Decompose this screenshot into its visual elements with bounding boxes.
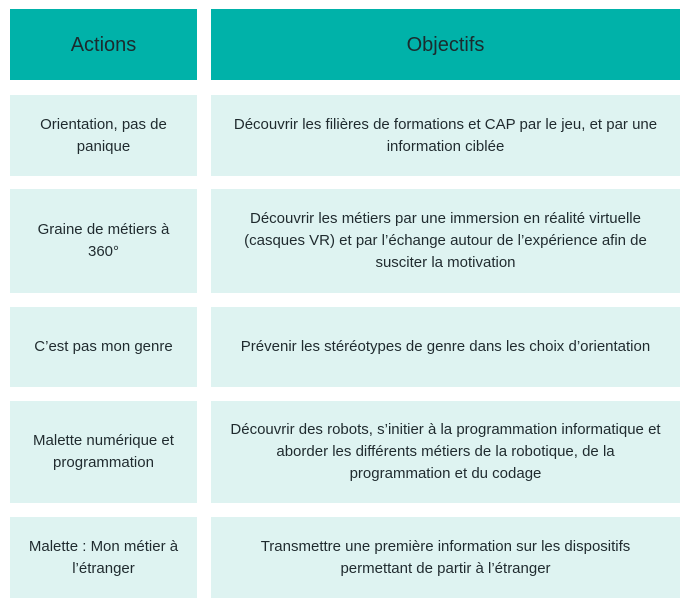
action-label: Orientation, pas de panique [40,115,167,155]
objectif-text: Découvrir des robots, s’initier à la programmation informatique et aborder les différents métiers de la robotique, de la programmation et du codage [230,421,661,482]
header-actions-label: Actions [70,33,137,56]
header-objectifs-label: Objectifs [406,33,485,56]
table-row-objectif [211,517,680,598]
table-row-objectif [211,307,680,387]
action-label: Malette numérique et programmation [33,432,174,471]
table-row-action [10,307,197,387]
objectif-text: Prévenir les stéréotypes de genre dans les choix d’orientation [240,338,651,355]
header-actions [10,9,197,80]
header-objectifs [211,9,680,80]
table-row-objectif [211,95,680,176]
table-row-action [10,95,197,176]
action-label: Graine de métiers à 360° [37,221,170,260]
table-row-objectif [211,189,680,293]
objectif-text: Découvrir les métiers par une immersion en réalité virtuelle (casques VR) et par l’échange autour de l’expérience afin de susciter la motivation [244,210,647,271]
table-row-action [10,401,197,503]
table-row-objectif [211,401,680,503]
objectif-text: Transmettre une première information sur les dispositifs permettant de partir à l’étranger [260,537,631,577]
action-label: C’est pas mon genre [34,338,173,355]
table-row-action [10,189,197,293]
table-row-action [10,517,197,598]
objectif-text: Découvrir les filières de formations et CAP par le jeu, et par une information ciblée [233,115,658,155]
action-label: Malette : Mon métier à l’étranger [28,537,179,577]
